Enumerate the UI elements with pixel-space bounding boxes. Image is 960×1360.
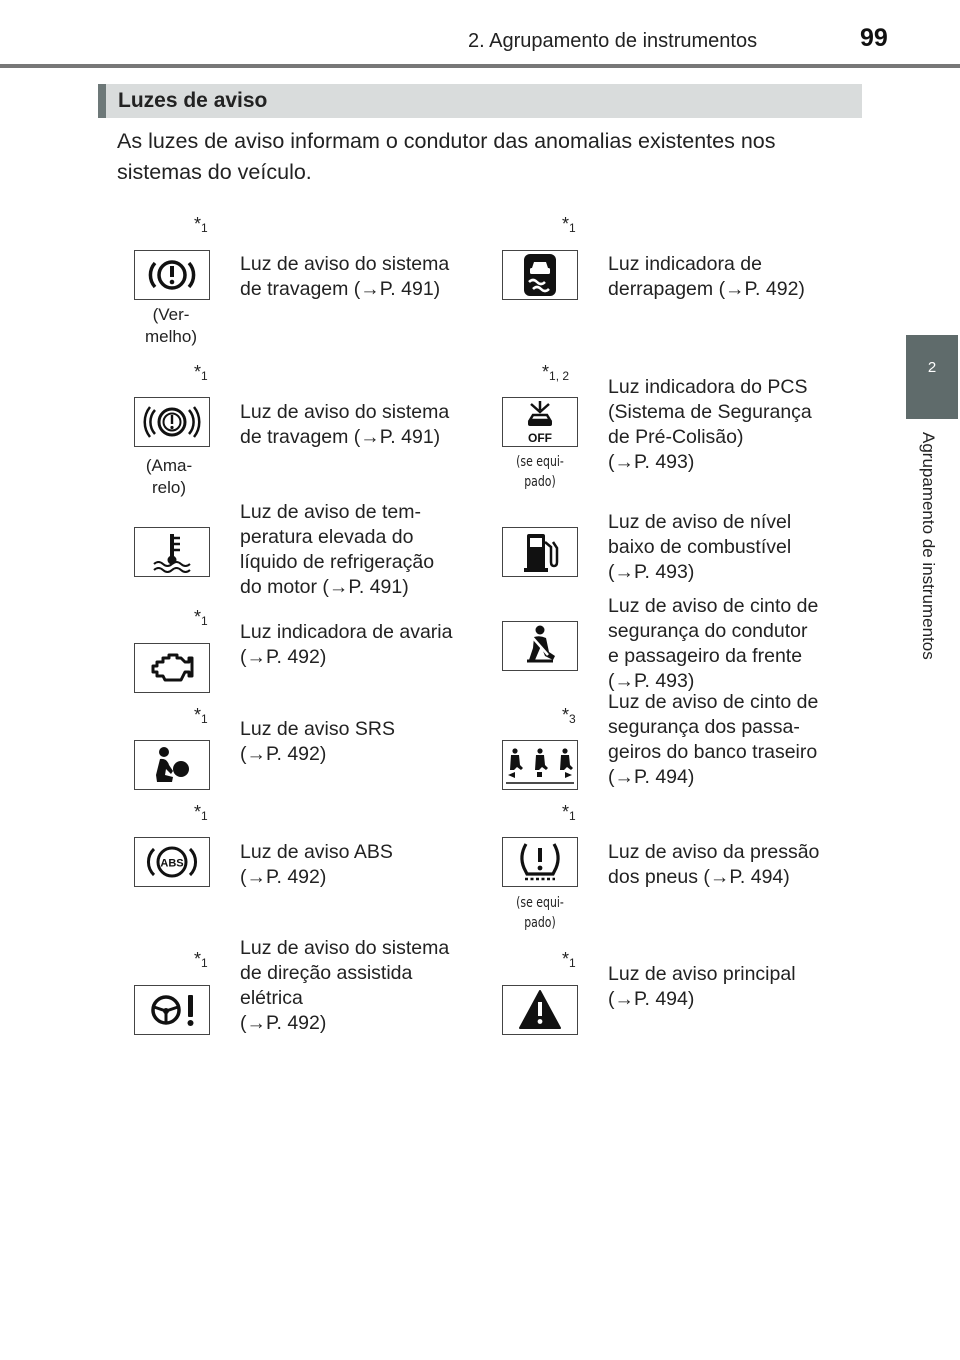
- footnote-marker: $*_1$: [194, 362, 208, 383]
- master-warning-icon: [502, 985, 578, 1035]
- footnote-marker: $*_1$: [194, 705, 208, 726]
- light-description: Luz de aviso de cinto de segurança dos passa- geiros do banco traseiro (→P. 494): [608, 691, 819, 788]
- srs-airbag-icon: [134, 740, 210, 790]
- chapter-label: Agrupamento de instrumentos: [919, 432, 938, 660]
- light-description: Luz de aviso principal (→P. 494): [608, 963, 796, 1010]
- seatbelt-rear-icon: [502, 740, 578, 790]
- light-description: Luz de aviso da pressão dos pneus (→P. 494): [608, 841, 820, 888]
- light-description: Luz de aviso do sistema de travagem (→P. 491): [240, 401, 450, 448]
- light-description: Luz de aviso do sistema de travagem (→P. 491): [240, 253, 450, 300]
- section-heading: [98, 84, 862, 118]
- chapter-tab[interactable]: [906, 335, 958, 419]
- running-header: 2. Agrupamento de instrumentos: [468, 30, 758, 52]
- low-fuel-icon: [502, 527, 578, 577]
- power-steering-icon: [134, 985, 210, 1035]
- footnote-marker: $*_1$: [194, 802, 208, 823]
- section-title: Luzes de aviso: [118, 89, 268, 112]
- pcs-off-icon: [502, 397, 578, 447]
- check-engine-icon: [134, 643, 210, 693]
- footnote-marker: $*_1$: [194, 607, 208, 628]
- page-number: 99: [860, 24, 888, 52]
- coolant-temperature-icon: [134, 527, 210, 577]
- intro-paragraph: As luzes de aviso informam o condutor das anomalias existentes nos sistemas do veículo.: [117, 129, 776, 184]
- footnote-marker: $*_1$: [562, 949, 576, 970]
- footnote-marker: $*_1$: [194, 949, 208, 970]
- light-description: Luz indicadora do PCS (Sistema de Segurança de Pré-Colisão) (→P. 493): [608, 376, 812, 473]
- chapter-number: 2: [927, 359, 937, 376]
- header-rule: [0, 64, 960, 68]
- abs-icon: [134, 837, 210, 887]
- light-description: Luz de aviso ABS (→P. 492): [240, 841, 393, 888]
- skid-indicator-icon: [502, 250, 578, 300]
- footnote-marker: $*_3$: [562, 705, 576, 726]
- light-description: Luz de aviso do sistema de direção assistida elétrica (→P. 492): [240, 937, 450, 1034]
- footnote-marker: $*_1$: [562, 802, 576, 823]
- footnote-marker: $*_{1, 2}$: [542, 362, 570, 383]
- light-description: Luz indicadora de derrapagem (→P. 492): [608, 253, 805, 300]
- light-description: Luz de aviso de cinto de segurança do condutor e passageiro da frente (→P. 493): [608, 595, 819, 692]
- color-caption: (Ama- relo): [145, 456, 193, 497]
- seatbelt-front-icon: [502, 621, 578, 671]
- light-description: Luz indicadora de avaria (→P. 492): [240, 621, 453, 668]
- light-description: Luz de aviso de nível baixo de combustível (→P. 493): [608, 511, 792, 583]
- footnote-marker: $*_1$: [194, 214, 208, 235]
- light-description: Luz de aviso SRS (→P. 492): [240, 718, 396, 765]
- brake-warning-amber-icon: [134, 397, 210, 447]
- color-caption: (Ver- melho): [145, 305, 197, 346]
- svg-text:OFF: OFF: [528, 431, 552, 445]
- footnote-marker: $*_1$: [562, 214, 576, 235]
- tire-pressure-icon: [502, 837, 578, 887]
- brake-warning-icon: [134, 250, 210, 300]
- equipment-caption: (se equi- pado): [516, 895, 564, 931]
- light-description: Luz de aviso de tem- peratura elevada do líquido de refrigeração do motor (→P. 491): [240, 501, 435, 598]
- svg-text:ABS: ABS: [160, 857, 184, 870]
- equipment-caption: (se equi- pado): [516, 454, 564, 490]
